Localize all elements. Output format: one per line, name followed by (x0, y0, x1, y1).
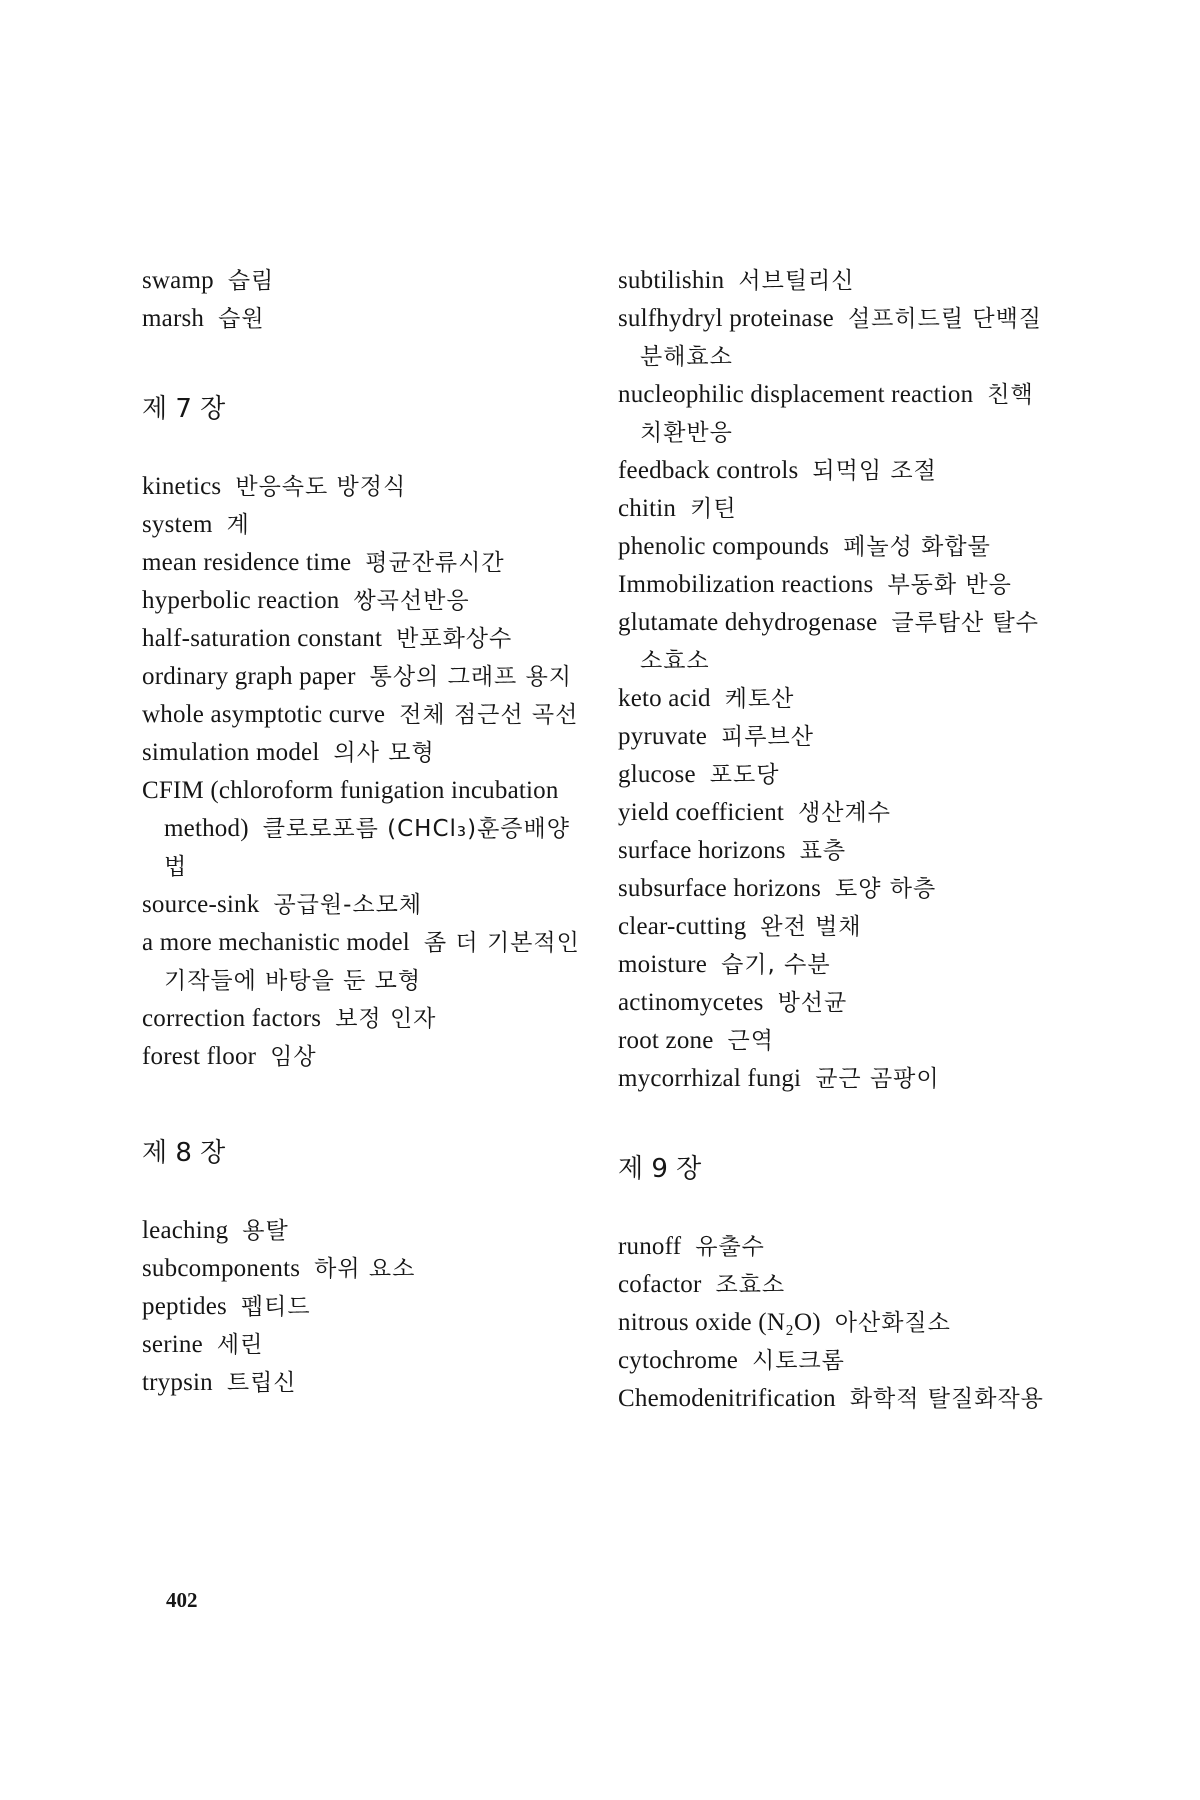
chapter-heading: 제 7 장 (142, 394, 226, 424)
english-term: chitin (618, 495, 677, 522)
glossary-entry (618, 262, 1058, 300)
chapter-heading: 제 9 장 (618, 1154, 702, 1184)
korean-term: 보정 인자 (335, 1006, 437, 1032)
english-term: clear-cutting (618, 913, 747, 940)
english-term: leaching (142, 1217, 229, 1244)
korean-term: 쌍곡선반응 (353, 588, 470, 614)
glossary-entry (618, 1060, 1058, 1098)
glossary-entry (618, 756, 1058, 794)
korean-term: 방선균 (777, 990, 848, 1016)
english-term: ordinary graph paper (142, 663, 356, 690)
glossary-entry (142, 262, 582, 300)
glossary-entry (142, 1000, 582, 1038)
glossary-entry (142, 1288, 582, 1326)
korean-term: 포도당 (709, 762, 780, 788)
korean-term: 세린 (216, 1332, 264, 1358)
glossary-entry (618, 1342, 1058, 1380)
glossary-entry (142, 1326, 582, 1364)
english-term: source-sink (142, 891, 260, 918)
glossary-entry (618, 1266, 1058, 1304)
english-term: marsh (142, 305, 205, 332)
korean-term: 클로로포름 (CHCl₃)훈증배양법 (164, 816, 570, 880)
glossary-entry (142, 506, 582, 544)
right-column (618, 262, 1058, 1418)
korean-term: 화학적 탈질화작용 (849, 1386, 1044, 1412)
english-term: phenolic compounds (618, 533, 830, 560)
korean-term: 부동화 반응 (887, 572, 1012, 598)
glossary-entry (142, 772, 582, 886)
glossary-entry (142, 696, 582, 734)
english-term: mycorrhizal fungi (618, 1065, 802, 1092)
korean-term: 피루브산 (721, 724, 814, 750)
english-term: moisture (618, 951, 708, 978)
korean-term: 계 (226, 512, 250, 538)
korean-term: 설프히드릴 단백질 분해효소 (640, 306, 1043, 370)
glossary-entry (618, 528, 1058, 566)
glossary-entry (142, 658, 582, 696)
english-term: correction factors (142, 1005, 322, 1032)
glossary-entry (618, 1380, 1058, 1418)
glossary-entry (618, 946, 1058, 984)
korean-term: 하위 요소 (314, 1256, 416, 1282)
english-term: feedback controls (618, 457, 799, 484)
english-term: actinomycetes (618, 989, 764, 1016)
english-term: sulfhydryl proteinase (618, 305, 834, 332)
korean-term: 균근 곰팡이 (815, 1066, 940, 1092)
glossary-entry (618, 794, 1058, 832)
glossary-entry (618, 376, 1058, 452)
glossary-entry (618, 718, 1058, 756)
chapter-heading: 제 8 장 (142, 1138, 226, 1168)
korean-term: 습림 (227, 268, 275, 294)
korean-term: 되먹임 조절 (812, 458, 937, 484)
english-term: simulation model (142, 739, 320, 766)
english-term: subcomponents (142, 1255, 301, 1282)
korean-term: 표층 (799, 838, 847, 864)
glossary-entry (618, 1228, 1058, 1266)
korean-term: 전체 점근선 곡선 (399, 702, 579, 728)
english-term: half-saturation constant (142, 625, 383, 652)
right-group-b (618, 1228, 1058, 1418)
korean-term: 생산계수 (798, 800, 891, 826)
glossary-entry (142, 734, 582, 772)
english-term: forest floor (142, 1043, 257, 1070)
left-group-c (142, 1212, 582, 1402)
glossary-entry (142, 886, 582, 924)
page-number: 402 (166, 1588, 198, 1612)
english-term: CFIM (chloroform funigation incubation method) (142, 777, 559, 842)
english-term: subsurface horizons (618, 875, 822, 902)
glossary-entry (618, 300, 1058, 376)
english-term: keto acid (618, 685, 711, 712)
english-term: pyruvate (618, 723, 708, 750)
glossary-entry (142, 544, 582, 582)
english-term: subtilishin (618, 267, 725, 294)
korean-term: 아산화질소 (834, 1310, 951, 1336)
glossary-entry (618, 680, 1058, 718)
glossary-entry (142, 468, 582, 506)
english-term: glutamate dehydrogenase (618, 609, 878, 636)
korean-term: 공급원-소모체 (273, 892, 423, 918)
korean-term: 시토크롬 (752, 1348, 845, 1374)
left-group-a (142, 262, 582, 338)
korean-term: 좀 더 기본적인 기작들에 바탕을 둔 모형 (164, 930, 580, 994)
korean-term: 유출수 (695, 1234, 765, 1260)
english-term: a more mechanistic model (142, 929, 410, 956)
korean-term: 완전 벌채 (760, 914, 862, 940)
korean-term: 친핵 치환반응 (640, 382, 1034, 446)
glossary-entry (142, 582, 582, 620)
korean-term: 평균잔류시간 (365, 550, 505, 576)
korean-term: 임상 (270, 1044, 317, 1070)
korean-term: 근역 (727, 1028, 774, 1054)
glossary-entry (142, 1364, 582, 1402)
glossary-entry (618, 908, 1058, 946)
left-group-b (142, 468, 582, 1076)
glossary-entry (618, 1304, 1058, 1342)
english-term: runoff (618, 1233, 682, 1260)
english-term: mean residence time (142, 549, 352, 576)
english-term: nitrous oxide (N₂O) (618, 1309, 821, 1336)
left-column (142, 262, 582, 1402)
glossary-entry (142, 1038, 582, 1076)
korean-term: 반응속도 방정식 (235, 474, 407, 500)
english-term: Immobilization reactions (618, 571, 874, 598)
korean-term: 조효소 (715, 1272, 786, 1298)
korean-term: 토양 하층 (835, 876, 937, 902)
korean-term: 통상의 그래프 용지 (369, 664, 573, 690)
english-term: glucose (618, 761, 696, 788)
glossary-entry (618, 984, 1058, 1022)
english-term: peptides (142, 1293, 227, 1320)
korean-term: 의사 모형 (333, 740, 435, 766)
glossary-entry (618, 604, 1058, 680)
english-term: surface horizons (618, 837, 786, 864)
glossary-entry (618, 870, 1058, 908)
glossary-entry (618, 832, 1058, 870)
english-term: trypsin (142, 1369, 213, 1396)
korean-term: 글루탐산 탈수소효소 (640, 610, 1039, 674)
glossary-entry (142, 620, 582, 658)
english-term: Chemodenitrification (618, 1385, 836, 1412)
glossary-entry (618, 1022, 1058, 1060)
english-term: nucleophilic displacement reaction (618, 381, 974, 408)
english-term: root zone (618, 1027, 714, 1054)
glossary-entry (142, 1250, 582, 1288)
korean-term: 반포화상수 (396, 626, 513, 652)
glossary-entry (142, 1212, 582, 1250)
glossary-entry (618, 490, 1058, 528)
glossary-entry (142, 300, 582, 338)
english-term: serine (142, 1331, 203, 1358)
english-term: cytochrome (618, 1347, 739, 1374)
korean-term: 습원 (218, 306, 265, 332)
glossary-entry (618, 452, 1058, 490)
korean-term: 펩티드 (240, 1294, 311, 1320)
korean-term: 트립신 (226, 1370, 297, 1396)
korean-term: 습기, 수분 (721, 952, 831, 978)
korean-term: 페놀성 화합물 (843, 534, 991, 560)
right-group-a (618, 262, 1058, 1098)
english-term: hyperbolic reaction (142, 587, 340, 614)
english-term: yield coefficient (618, 799, 785, 826)
english-term: swamp (142, 267, 214, 294)
english-term: kinetics (142, 473, 222, 500)
korean-term: 서브틸리신 (738, 268, 855, 294)
glossary-entry (618, 566, 1058, 604)
english-term: system (142, 511, 213, 538)
english-term: cofactor (618, 1271, 702, 1298)
korean-term: 키틴 (690, 496, 737, 522)
glossary-entry (142, 924, 582, 1000)
english-term: whole asymptotic curve (142, 701, 386, 728)
korean-term: 케토산 (724, 686, 795, 712)
korean-term: 용탈 (242, 1218, 289, 1244)
